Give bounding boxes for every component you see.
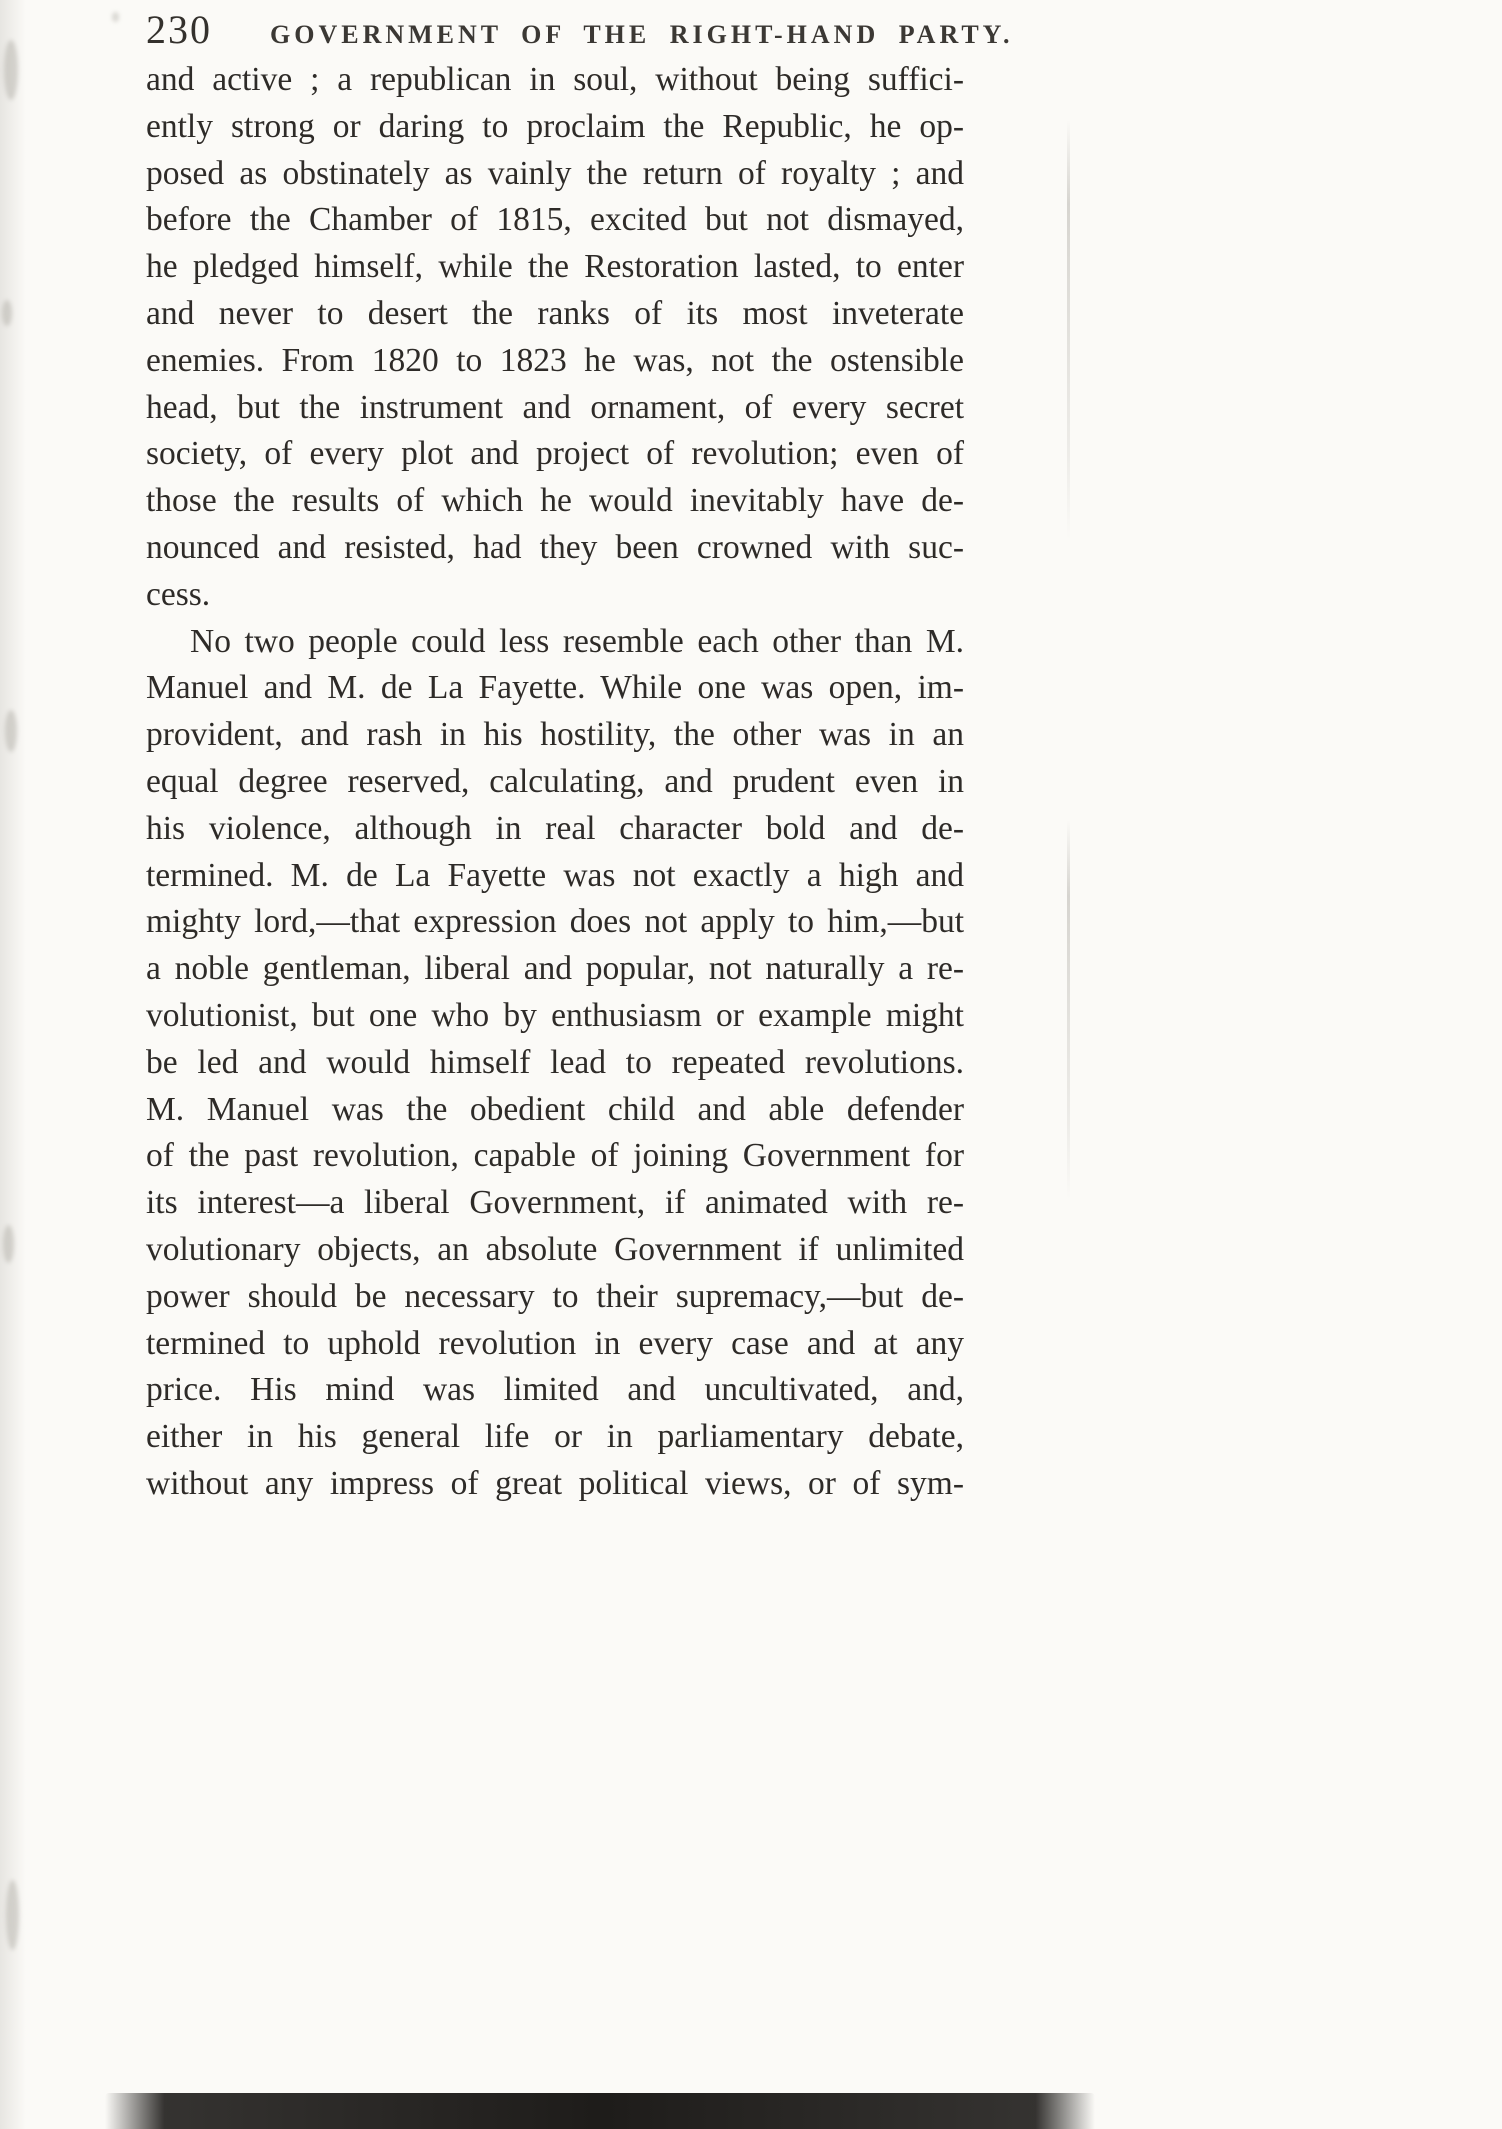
- text-line: mighty lord,—that expression does not apply to him,—but: [146, 903, 964, 941]
- text-line: enemies. From 1820 to 1823 he was, not the ostensible: [146, 341, 964, 379]
- text-line: a noble gentleman, liberal and popular, not naturally a re-: [146, 950, 964, 988]
- text-line: No two people could less resemble each other than M.: [190, 622, 964, 660]
- scan-artifact: [5, 710, 17, 752]
- text-line: he pledged himself, while the Restoration lasted, to enter: [146, 248, 964, 286]
- scan-artifact: [4, 40, 18, 100]
- text-line: of the past revolution, capable of joining Government for: [146, 1137, 964, 1175]
- text-line: equal degree reserved, calculating, and prudent even in: [146, 762, 964, 800]
- text-line: and never to desert the ranks of its most inveterate: [146, 294, 964, 332]
- text-line: either in his general life or in parliamentary debate,: [146, 1418, 964, 1456]
- text-line: termined to uphold revolution in every case and at any: [146, 1324, 964, 1362]
- page-text: [146, 57, 964, 1508]
- text-line: power should be necessary to their supremacy,—but de-: [146, 1277, 964, 1315]
- text-line: without any impress of great political views, or of sym-: [146, 1464, 964, 1502]
- running-header: [146, 6, 1014, 53]
- scan-artifact: [112, 12, 119, 22]
- text-line: provident, and rash in his hostility, the other was in an: [146, 716, 964, 754]
- text-line: his violence, although in real character bold and de-: [146, 809, 964, 847]
- text-line: cess.: [146, 575, 211, 613]
- text-line: ently strong or daring to proclaim the Republic, he op-: [146, 107, 964, 145]
- text-line: those the results of which he would inevitably have de-: [146, 482, 964, 520]
- scan-artifact: [2, 300, 12, 326]
- paragraph: [146, 57, 964, 619]
- text-line: nounced and resisted, had they been crowned with suc-: [146, 528, 964, 566]
- text-line: be led and would himself lead to repeated revolutions.: [146, 1043, 964, 1081]
- text-line: and active ; a republican in soul, without being suffici-: [146, 61, 964, 98]
- text-line: volutionist, but one who by enthusiasm or example might: [146, 996, 964, 1034]
- text-line: M. Manuel was the obedient child and able defender: [146, 1090, 964, 1128]
- text-line: before the Chamber of 1815, excited but not dismayed,: [146, 201, 964, 239]
- scan-artifact: [6, 1880, 19, 1950]
- running-header-title: GOVERNMENT OF THE RIGHT-HAND PARTY.: [270, 20, 1014, 49]
- scan-gutter-line: [1067, 820, 1070, 1200]
- text-line: price. His mind was limited and uncultivated, and,: [146, 1371, 964, 1409]
- text-line: volutionary objects, an absolute Government if unlimited: [146, 1230, 964, 1268]
- text-line: Manuel and M. de La Fayette. While one was open, im-: [146, 669, 964, 707]
- text-line: society, of every plot and project of revolution; even of: [146, 435, 964, 473]
- text-line: head, but the instrument and ornament, of every secret: [146, 388, 964, 426]
- paragraph: [146, 619, 964, 1508]
- text-line: its interest—a liberal Government, if animated with re-: [146, 1184, 964, 1222]
- scan-bottom-shadow: [105, 2093, 1095, 2129]
- page-number: 230: [146, 7, 212, 52]
- scan-artifact: [3, 1225, 14, 1263]
- scan-gutter-line: [1067, 120, 1070, 540]
- text-line: termined. M. de La Fayette was not exactly a high and: [146, 856, 964, 894]
- text-line: posed as obstinately as vainly the return of royalty ; and: [146, 154, 964, 192]
